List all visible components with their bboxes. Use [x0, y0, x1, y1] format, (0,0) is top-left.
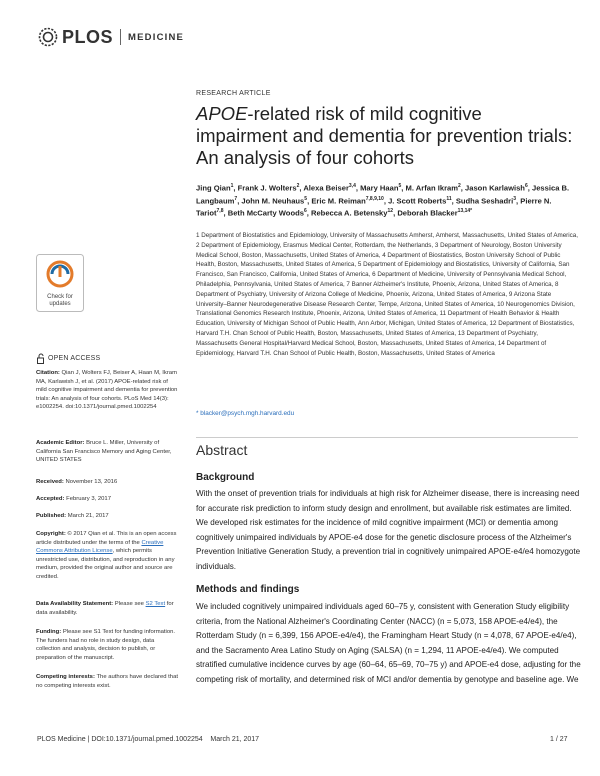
- author-affiliation-sup: 5: [304, 195, 308, 202]
- page-number: 1 / 27: [550, 736, 568, 743]
- open-lock-icon: [37, 353, 45, 364]
- author-name: Alexa Beiser: [303, 183, 349, 193]
- article-type: RESEARCH ARTICLE: [196, 90, 271, 97]
- funding-text: Please see S1 Text for funding information. The funders had no role in study design, data collection and analysis, decision to publish, or preparation of the manuscript.: [36, 629, 176, 661]
- competing-interests-text: The authors have declared that no competing interests exist.: [36, 674, 178, 689]
- update-icon: [48, 262, 72, 286]
- footer-citation: PLOS Medicine | DOI:10.1371/journal.pmed.1002254 March 21, 2017: [37, 736, 260, 743]
- copyright-block: [36, 530, 178, 582]
- copyright-text-end: , which permits unrestricted use, distribution, and reproduction in any medium, provided the original author and source are credited.: [36, 548, 175, 580]
- author-name: Jing Qian: [196, 183, 231, 193]
- copyright-label: Copyright:: [36, 531, 66, 537]
- author-affiliation-sup: 7,8,9,10: [365, 195, 384, 202]
- author-affiliation-sup: 7: [234, 195, 238, 202]
- competing-interests-block: [36, 673, 178, 690]
- author-name: Mary Haan: [360, 183, 399, 193]
- author-affiliation-sup: 2: [458, 183, 461, 189]
- background-heading: Background: [196, 472, 255, 483]
- author-affiliation-sup: 12: [387, 208, 394, 215]
- author-name: Pierre N. Tariot: [196, 196, 552, 218]
- abstract-heading: Abstract: [196, 442, 248, 458]
- abstract-divider: [196, 437, 578, 438]
- received-block: [36, 478, 178, 487]
- received-text: November 13, 2016: [65, 479, 118, 485]
- plos-medicine-logo: [38, 26, 184, 48]
- background-text: With the onset of prevention trials for individuals at high risk for Alzheimer disease, there is increasing need for accurate risk prediction to inform study design and enrollment, but available risk estimates are limited. We developed risk estimates for the incidence of mild cognitive impairment (MCI) or dementia among cognitively unimpaired individuals by APOE-e4 dose for the genetic disclosure process of the Alzheimer's Prevention Initiative Generation Study, a prevention trial in cognitively unimpaired APOE-e4/e4 homozygote individuals.: [196, 489, 581, 571]
- author-affiliation-sup: 3: [513, 195, 517, 202]
- copyright-text: © 2017 Qian et al. This is an open access article distributed under the terms of the: [36, 531, 177, 546]
- author-name: John M. Neuhaus: [241, 196, 305, 206]
- author-list: Jing Qian$^1$, Frank J. Wolters$^2$, Alexa Beiser$^{3,4}$, Mary Haan$^5$, M. Arfan Ikram$^2$, Jason Karlawish$^6$, Jessica B. Langbaum$^7$, John M. Neuhaus$^5$, Eric M. Reiman$^{7,8,9,10}$, J. Scott Roberts$^{11}$, Sudha Seshadri$^3$, Pierre N. Tariot$^{7,8}$, Beth McCarty Woods$^6$, Rebecca A. Betensky$^{12}$, Deborah Blacker$^{13,14*}$: [196, 183, 570, 218]
- author-name: Frank J. Wolters: [237, 183, 297, 193]
- author-name: J. Scott Roberts: [388, 196, 447, 206]
- check-for-updates-badge[interactable]: [36, 254, 84, 312]
- methods-heading: Methods and findings: [196, 584, 300, 595]
- author-name: Rebecca A. Betensky: [310, 208, 388, 218]
- citation-block: [36, 369, 178, 412]
- author-name: Jason Karlawish: [465, 183, 525, 193]
- published-label: Published:: [36, 513, 67, 519]
- editor-label: Academic Editor:: [36, 440, 85, 446]
- brand-name: PLOS: [62, 26, 114, 47]
- data-availability-text: Please see: [114, 601, 144, 607]
- badge-line1: Check for: [47, 294, 73, 300]
- badge-line2: updates: [49, 301, 71, 307]
- author-name: Sudha Seshadri: [455, 196, 514, 206]
- author-affiliation-sup: 7,8: [216, 208, 224, 215]
- open-access-text: OPEN ACCESS: [48, 355, 101, 362]
- editor-text: Bruce L. Miller, University of California San Francisco Memory and Aging Center, UNITED STATES: [36, 440, 172, 464]
- data-availability-label: Data Availability Statement:: [36, 601, 114, 607]
- author-affiliation-sup: 6: [524, 183, 528, 189]
- corresponding-email[interactable]: * blacker@psych.mgh.harvard.edu: [196, 410, 295, 417]
- journal-name: MEDICINE: [128, 31, 185, 43]
- author-name: Deborah Blacker: [397, 208, 458, 218]
- author-name: M. Arfan Ikram: [405, 183, 458, 193]
- received-label: Received:: [36, 479, 64, 485]
- author-affiliation-sup: 13,14*: [457, 208, 473, 215]
- title-rest: -related risk of mild cognitive impairment and dementia for prevention trials: An analysis of four cohorts: [196, 103, 573, 168]
- author-affiliation-sup: 11: [446, 195, 452, 202]
- data-availability-block: [36, 600, 178, 617]
- title-gene: APOE: [196, 103, 248, 124]
- license-link[interactable]: Creative Commons Attribution License: [36, 539, 164, 555]
- open-access-label: [37, 353, 100, 364]
- author-name: Jessica B. Langbaum: [196, 183, 570, 206]
- data-availability-text-end: for data availability.: [36, 601, 174, 616]
- author-name: Eric M. Reiman: [311, 196, 366, 206]
- author-affiliation-sup: 6: [303, 208, 307, 215]
- logo-divider: [120, 29, 121, 45]
- affiliations: 1 Department of Biostatistics and Epidemiology, University of Massachusetts Amherst, Amherst, Massachusetts, United States of America, 2 Department of Epidemiology, Erasmus Medical Center, Rotterdam, the Netherlands, 3 Department of Neurology, Boston University Medical School, Boston, Massachusetts, United States of America, 4 Department of Biostatistics, Boston University School of Public Health, Boston, Massachusetts, United States of America, 5 Department of Epidemiology and Biostatistics, University of California, San Francisco, San Francisco, California, United States of America, 6 Department of Medicine, University of Pennsylvania Medical School, Philadelphia, Pennsylvania, United States of America, 7 Banner Alzheimer's Institute, Phoenix, Arizona, United States of America, 8 Department of Psychiatry, University of Arizona College of Medicine, Phoenix, Arizona, United States of America, 9 Arizona State University–Banner Neurodegenerative Disease Research Center, Tempe, Arizona, United States of America, 10 Neurogenomics Division, Translational Genomics Research Institute, Phoenix, Arizona, United States of America, 11 Department of Health Behavior & Health Education, University of Michigan School of Public Health, Ann Arbor, Michigan, United States of America, 12 Department of Biostatistics, Harvard T.H. Chan School of Public Health, Boston, Massachusetts, United States of America, 13 Department of Psychiatry, Massachusetts General Hospital/Harvard Medical School, Boston, Massachusetts, United States of America, 14 Department of Epidemiology, Harvard T.H. Chan School of Public Health, Boston, Massachusetts, United States of America: [196, 232, 578, 357]
- citation-text: Qian J, Wolters FJ, Beiser A, Haan M, Ikram MA, Karlawish J, et al. (2017) APOE-related risk of mild cognitive impairment and dementia for prevention trials: An analysis of four cohorts. PLoS Med 14(3): e1002254. doi:10.1371/journal.pmed.1002254: [36, 370, 178, 411]
- author-affiliation-sup: 1: [230, 183, 234, 189]
- author-affiliation-sup: 3,4: [348, 183, 356, 189]
- published-text: March 21, 2017: [67, 513, 109, 519]
- author-name: Beth McCarty Woods: [227, 208, 304, 218]
- accepted-block: [36, 495, 178, 504]
- accepted-text: February 3, 2017: [66, 496, 111, 502]
- published-block: [36, 512, 178, 521]
- author-affiliation-sup: 2: [296, 183, 300, 189]
- citation-label: Citation:: [36, 370, 60, 376]
- editor-block: [36, 439, 178, 465]
- article-title: [196, 103, 576, 169]
- funding-block: [36, 628, 178, 662]
- competing-interests-label: Competing interests:: [36, 674, 95, 680]
- methods-text: We included cognitively unimpaired individuals aged 60–75 y, consistent with Generation Study eligibility criteria, from the National Alzheimer's Coordinating Center (NACC) (n = 5,073, 158 APOE-e4/e4), the Rotterdam Study (n = 6,399, 156 APOE-e4/e4), the Framingham Heart Study (n = 4,078, 67 APOE-e4/e4), and the Sacramento Area Latino Study on Aging (SALSA) (n = 1,294, 11 APOE-e4/e4). We computed stratified cumulative incidence curves by age (60–64, 65–69, 70–75 y) and APOE-e4 dose, adjusting for the competing risk of mortality, and determined risk of MCI and/or dementia by genotype and baseline age. We: [196, 602, 581, 684]
- author-affiliation-sup: 5: [398, 183, 402, 189]
- funding-label: Funding:: [36, 629, 62, 635]
- s2-text-link[interactable]: S2 Text: [145, 601, 166, 607]
- plos-logo-icon: [38, 27, 58, 47]
- accepted-label: Accepted:: [36, 496, 65, 502]
